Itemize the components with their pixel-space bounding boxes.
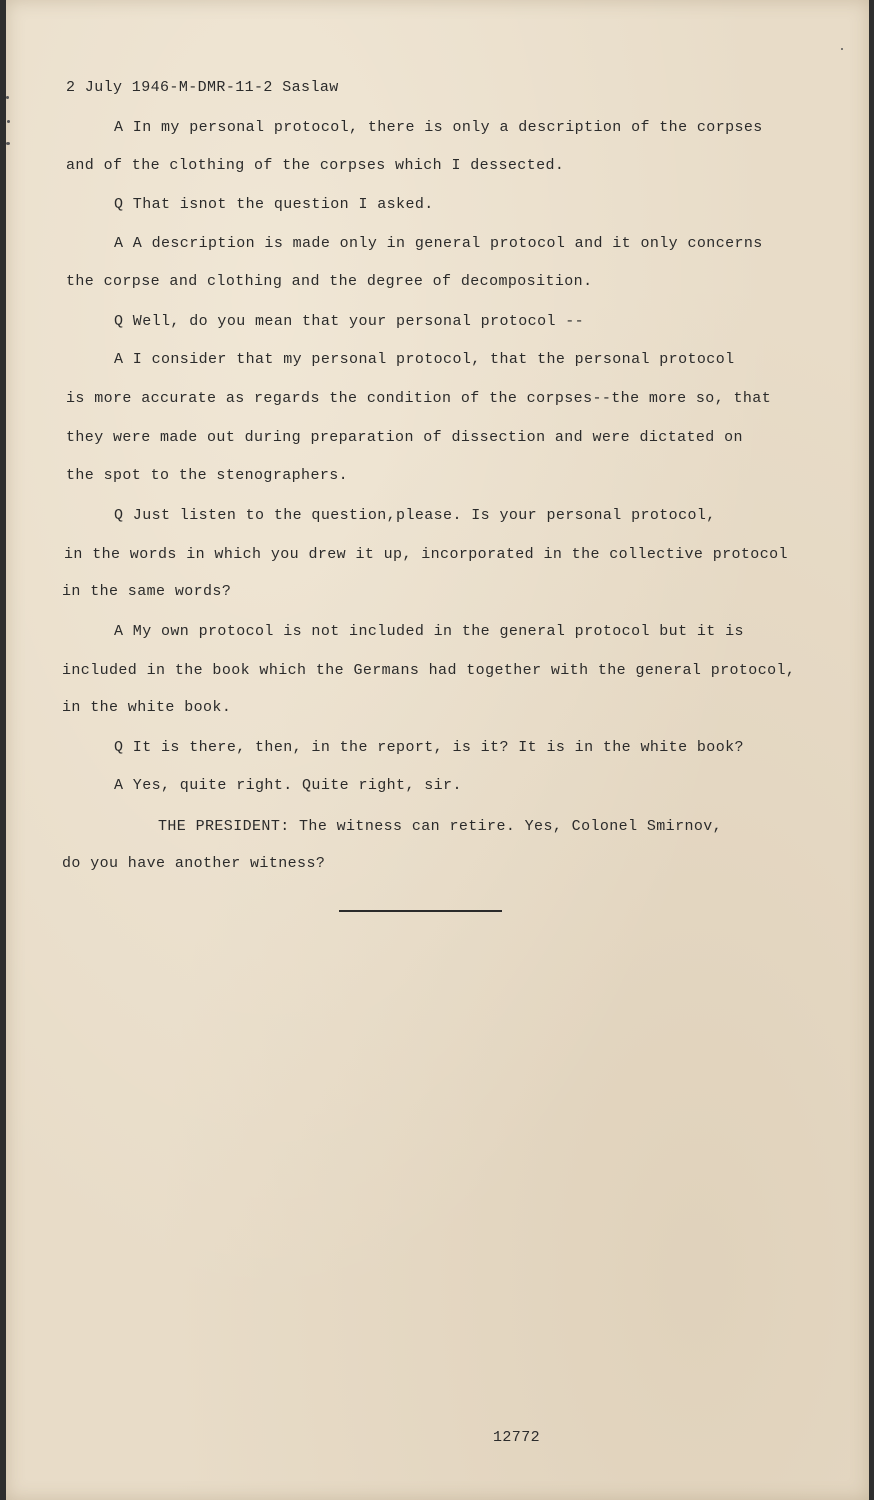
header-line: 2 July 1946-M-DMR-11-2 Saslaw [66,79,339,96]
transcript-line: in the words in which you drew it up, incorporated in the collective protocol [64,546,788,563]
transcript-line: A A description is made only in general protocol and it only concerns [114,235,763,252]
transcript-line: Q Well, do you mean that your personal protocol -- [114,313,585,330]
transcript-line: they were made out during preparation of dissection and were dictated on [66,429,743,446]
transcript-line: Q Just listen to the question,please. Is your personal protocol, [114,507,716,524]
transcript-line: is more accurate as regards the condition of the corpses--the more so, that [66,390,772,407]
margin-mark [841,48,843,50]
section-divider [339,910,502,912]
transcript-line: included in the book which the Germans had together with the general protocol, [62,662,796,679]
margin-mark [6,142,10,145]
page-number: 12772 [493,1429,541,1446]
margin-mark [7,120,10,123]
transcript-line: A Yes, quite right. Quite right, sir. [114,777,462,794]
transcript-line: in the white book. [62,699,232,716]
transcript-line: Q It is there, then, in the report, is it? It is in the white book? [114,739,744,756]
document-page [6,0,869,1500]
transcript-line: A In my personal protocol, there is only a description of the corpses [114,119,763,136]
transcript-line: and of the clothing of the corpses which I dessected. [66,157,565,174]
margin-mark [6,96,9,99]
transcript-line: Q That isnot the question I asked. [114,196,434,213]
transcript-line: do you have another witness? [62,855,326,872]
transcript-line: the spot to the stenographers. [66,467,349,484]
transcript-line: A My own protocol is not included in the general protocol but it is [114,623,744,640]
transcript-line: THE PRESIDENT: The witness can retire. Yes, Colonel Smirnov, [158,818,723,835]
transcript-line: the corpse and clothing and the degree of decomposition. [66,273,593,290]
transcript-line: A I consider that my personal protocol, that the personal protocol [114,351,735,368]
transcript-line: in the same words? [62,583,232,600]
